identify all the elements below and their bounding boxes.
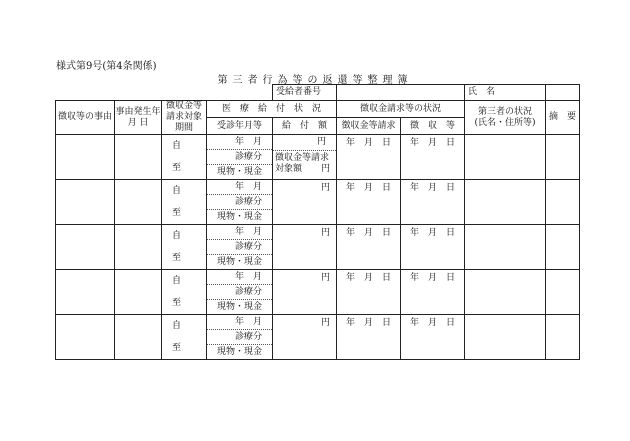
third-party-sublabel: (氏名・住所等) xyxy=(474,117,536,128)
to-label: 至 xyxy=(172,207,182,218)
table-row xyxy=(56,315,580,360)
collection-date[interactable]: 年 月 日 xyxy=(409,183,455,193)
recipient-number-label: 受給者番号 xyxy=(273,85,337,101)
reason-cell[interactable] xyxy=(56,225,115,270)
benefit-yen[interactable]: 円 xyxy=(320,183,330,193)
year-month[interactable]: 年 月 xyxy=(207,135,272,150)
claim-target-label-2: 対象額 xyxy=(275,163,303,174)
claim-date[interactable]: 年 月 日 xyxy=(345,318,391,328)
reason-cell[interactable] xyxy=(56,180,115,225)
col-reason: 徴収等の事由 xyxy=(56,101,115,135)
col-claim-status: 徴収金請求等の状況 xyxy=(337,101,465,118)
claim-date[interactable]: 年 月 日 xyxy=(345,228,391,238)
collection-date[interactable]: 年 月 日 xyxy=(409,318,455,328)
col-consult-month: 受診年月等 xyxy=(207,118,273,135)
table-row xyxy=(56,225,580,270)
claim-date[interactable]: 年 月 日 xyxy=(345,138,391,148)
in-kind-cash[interactable]: 現物・現金 xyxy=(216,211,262,222)
third-party-cell[interactable] xyxy=(465,270,546,315)
medical-portion: 診療分 xyxy=(207,240,272,255)
col-collection: 徴 収 等 xyxy=(401,118,465,135)
remarks-cell[interactable] xyxy=(546,315,580,360)
to-label: 至 xyxy=(172,162,182,173)
claim-date[interactable]: 年 月 日 xyxy=(345,273,391,283)
occurrence-cell[interactable] xyxy=(115,135,162,180)
benefit-yen[interactable]: 円 xyxy=(320,273,330,283)
col-occurrence-date: 事由発生年 月 日 xyxy=(115,101,162,135)
occurrence-cell[interactable] xyxy=(115,315,162,360)
from-label: 自 xyxy=(172,320,182,331)
to-label: 至 xyxy=(172,297,182,308)
col-remarks: 摘 要 xyxy=(546,101,580,135)
col-claim-amount: 徴収金等請求 xyxy=(337,118,401,135)
claim-target-yen[interactable]: 円 xyxy=(320,163,330,174)
third-party-cell[interactable] xyxy=(465,135,546,180)
third-party-cell[interactable] xyxy=(465,180,546,225)
reason-cell[interactable] xyxy=(56,135,115,180)
reason-cell[interactable] xyxy=(56,315,115,360)
name-label: 氏 名 xyxy=(465,85,546,101)
remarks-cell[interactable] xyxy=(546,135,580,180)
third-party-label: 第三者の状況 xyxy=(477,106,532,117)
claim-date[interactable]: 年 月 日 xyxy=(345,183,391,193)
document-title: 第三者行為等の返還等整理簿 xyxy=(217,75,413,86)
to-label: 至 xyxy=(172,342,182,353)
occurrence-cell[interactable] xyxy=(115,225,162,270)
collection-date[interactable]: 年 月 日 xyxy=(409,138,455,148)
name-field[interactable] xyxy=(546,85,580,101)
occurrence-cell[interactable] xyxy=(115,270,162,315)
collection-date[interactable]: 年 月 日 xyxy=(409,273,455,283)
table-row xyxy=(56,270,580,315)
benefit-yen[interactable]: 円 xyxy=(320,318,330,328)
from-label: 自 xyxy=(172,275,182,286)
third-party-cell[interactable] xyxy=(465,225,546,270)
medical-portion: 診療分 xyxy=(207,285,272,300)
medical-portion: 診療分 xyxy=(207,150,272,165)
ledger-table xyxy=(55,84,580,360)
in-kind-cash[interactable]: 現物・現金 xyxy=(216,301,262,312)
medical-portion: 診療分 xyxy=(207,330,272,345)
col-third-party xyxy=(465,101,546,135)
col-medical-status: 医 療 給 付 状 況 xyxy=(207,101,337,118)
from-label: 自 xyxy=(172,140,182,151)
year-month[interactable]: 年 月 xyxy=(207,180,272,195)
table-row xyxy=(56,135,580,180)
benefit-yen[interactable]: 円 xyxy=(273,136,336,151)
year-month[interactable]: 年 月 xyxy=(207,270,272,285)
benefit-yen[interactable]: 円 xyxy=(320,228,330,238)
from-label: 自 xyxy=(172,230,182,241)
medical-portion: 診療分 xyxy=(207,195,272,210)
occurrence-cell[interactable] xyxy=(115,180,162,225)
col-target-period: 徴収金等請求対象期間 xyxy=(162,101,207,135)
remarks-cell[interactable] xyxy=(546,225,580,270)
in-kind-cash[interactable]: 現物・現金 xyxy=(216,256,262,267)
col-benefit-amount: 給 付 額 xyxy=(273,118,337,135)
reason-cell[interactable] xyxy=(56,270,115,315)
claim-target-label: 徴収金等請求 xyxy=(275,152,330,163)
remarks-cell[interactable] xyxy=(546,180,580,225)
collection-date[interactable]: 年 月 日 xyxy=(409,228,455,238)
form-number: 様式第9号(第4条関係) xyxy=(56,61,157,72)
from-label: 自 xyxy=(172,185,182,196)
third-party-cell[interactable] xyxy=(465,315,546,360)
in-kind-cash[interactable]: 現物・現金 xyxy=(216,166,262,177)
in-kind-cash[interactable]: 現物・現金 xyxy=(216,346,262,357)
year-month[interactable]: 年 月 xyxy=(207,315,272,330)
remarks-cell[interactable] xyxy=(546,270,580,315)
to-label: 至 xyxy=(172,252,182,263)
recipient-number-field[interactable] xyxy=(337,85,465,101)
year-month[interactable]: 年 月 xyxy=(207,225,272,240)
table-row xyxy=(56,180,580,225)
